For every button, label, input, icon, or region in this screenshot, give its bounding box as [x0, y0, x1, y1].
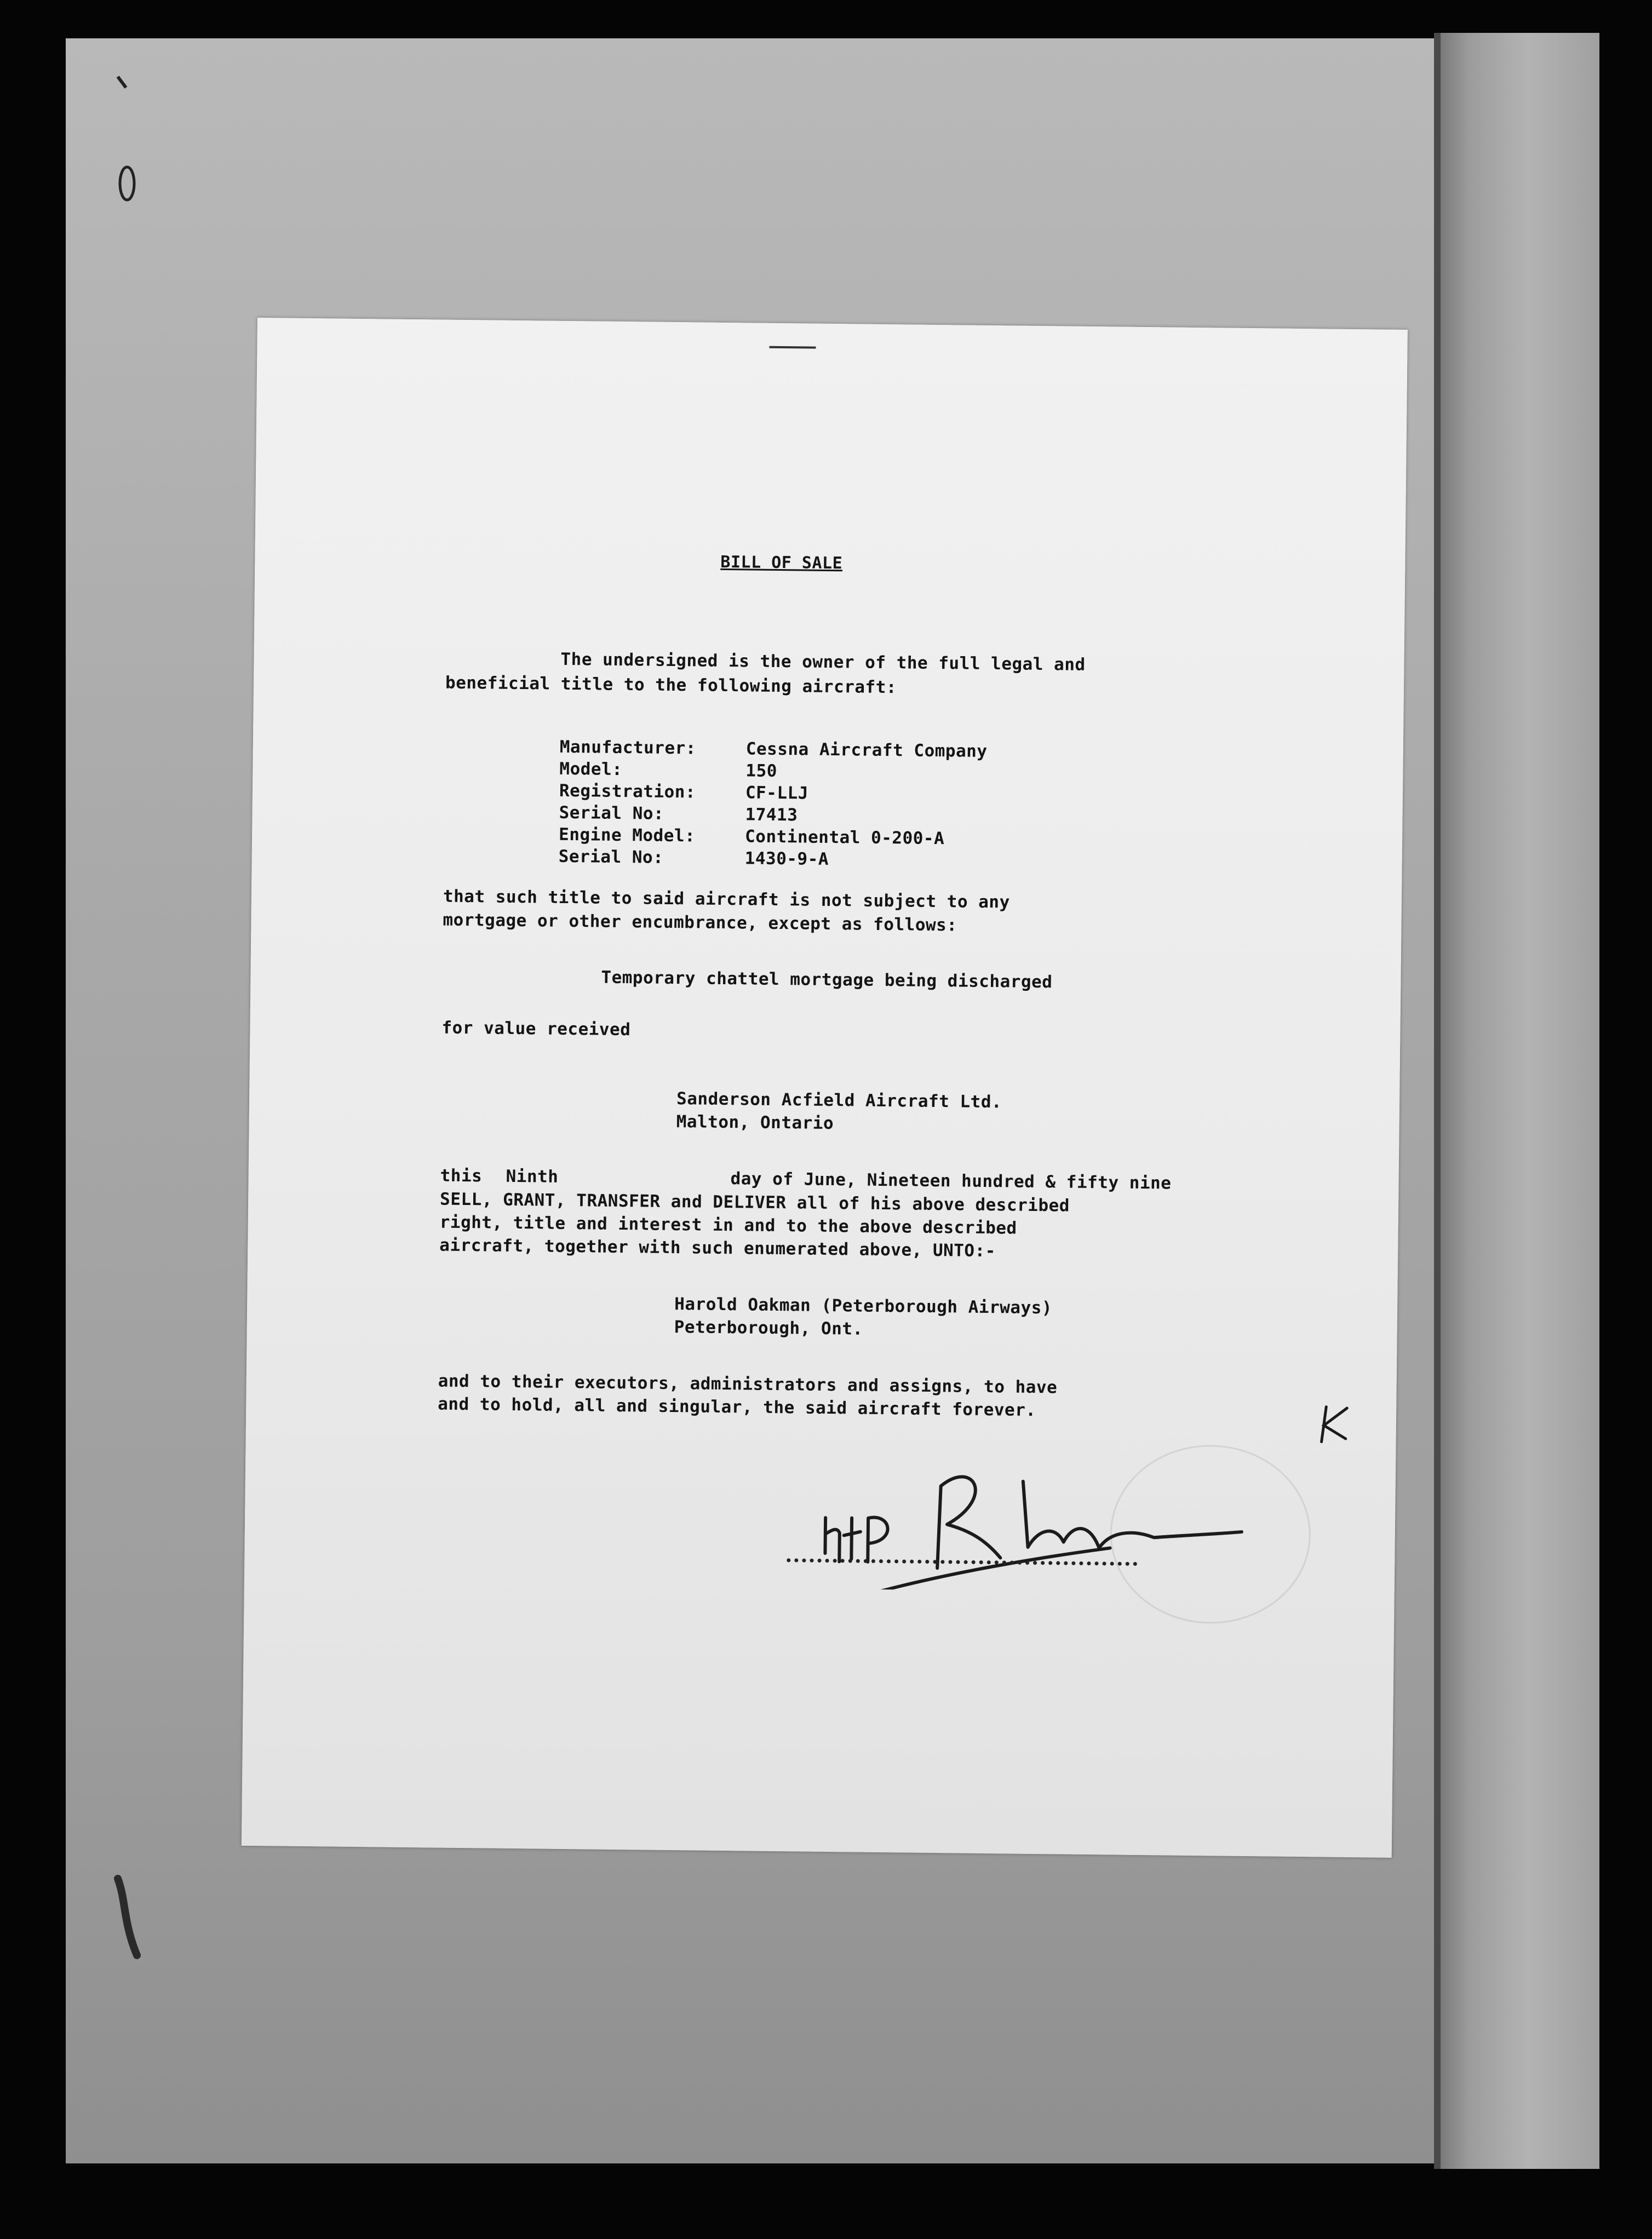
intro-line-1: The undersigned is the owner of the full legal and — [560, 649, 1086, 675]
title-line-2: mortgage or other encumbrance, except as follows: — [443, 910, 957, 935]
closing-line-2: and to hold, all and singular, the said aircraft forever. — [438, 1394, 1036, 1420]
title-line-1: that such title to said aircraft is not subject to any — [443, 886, 1010, 912]
margin-mark-k — [1314, 1402, 1358, 1446]
spec-value-serial: 17413 — [745, 805, 798, 825]
spec-value-manufacturer: Cessna Aircraft Company — [745, 739, 988, 761]
buyer-city: Peterborough, Ont. — [674, 1317, 863, 1339]
spec-label-engine-model: Engine Model: — [558, 824, 696, 846]
seller-city: Malton, Ontario — [676, 1112, 834, 1134]
document-title: BILL OF SALE — [720, 552, 843, 573]
buyer-name: Harold Oakman (Peterborough Airways) — [674, 1294, 1053, 1318]
spec-label-engine-serial: Serial No: — [558, 846, 664, 868]
transfer-line-1: SELL, GRANT, TRANSFER and DELIVER all of his above described — [439, 1189, 1070, 1216]
board-smudge — [107, 1873, 151, 1961]
date-suffix: day of June, Nineteen hundred & fifty nine — [730, 1169, 1172, 1193]
top-dash-mark — [769, 346, 816, 349]
transfer-line-2: right, title and interest in and to the above described — [439, 1212, 1017, 1238]
spec-value-engine-serial: 1430-9-A — [744, 848, 829, 869]
date-day: Ninth — [506, 1166, 559, 1187]
spec-label-model: Model: — [559, 759, 623, 780]
spec-label-registration: Registration: — [559, 780, 696, 802]
pencil-marks — [88, 66, 153, 208]
date-prefix: this — [440, 1166, 483, 1186]
transfer-line-3: aircraft, together with such enumerated above, UNTO:- — [439, 1235, 996, 1261]
spec-value-engine-model: Continental 0-200-A — [744, 826, 945, 849]
spec-label-manufacturer: Manufacturer: — [559, 737, 697, 759]
spec-value-registration: CF-LLJ — [745, 783, 809, 803]
value-received: for value received — [441, 1018, 631, 1040]
spec-label-serial: Serial No: — [559, 802, 664, 824]
closing-line-1: and to their executors, administrators and assigns, to have — [438, 1371, 1058, 1398]
encumbrance-text: Temporary chattel mortgage being discharged — [601, 967, 1053, 992]
spec-value-model: 150 — [745, 761, 778, 781]
bill-of-sale-sheet — [242, 318, 1408, 1858]
seller-name: Sanderson Acfield Aircraft Ltd. — [676, 1089, 1002, 1112]
intro-line-2: beneficial title to the following aircraft: — [445, 673, 897, 698]
backing-board-side-strip — [1441, 33, 1599, 2169]
handwritten-signature — [803, 1436, 1254, 1594]
